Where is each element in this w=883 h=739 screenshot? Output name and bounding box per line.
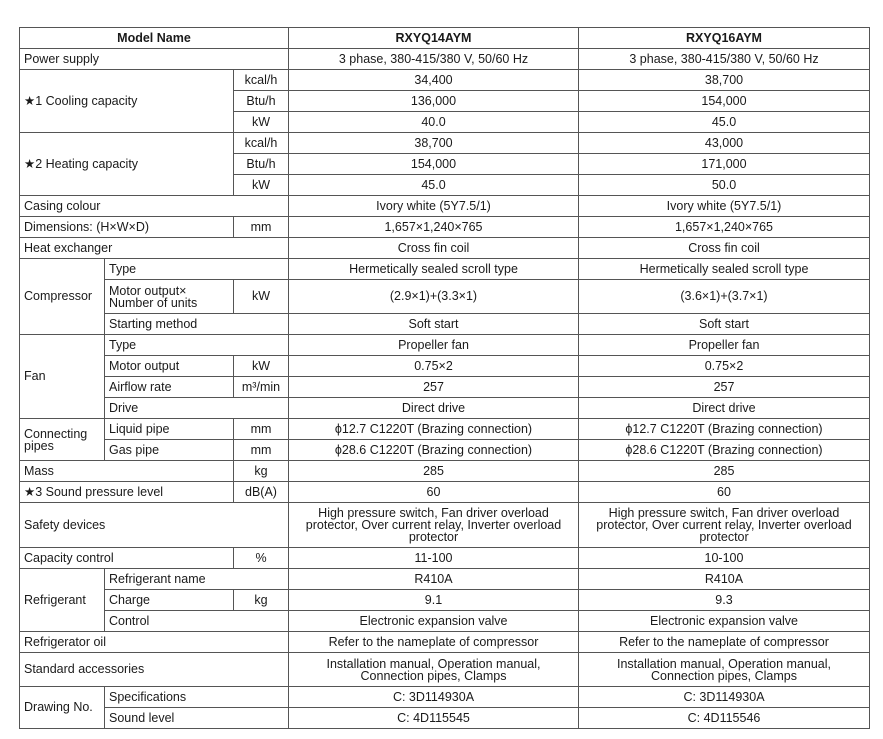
fan-row — [20, 377, 870, 398]
fan-drive-label: Drive — [105, 398, 289, 419]
fan-motor-label: Motor output — [105, 356, 234, 377]
mass-unit: kg — [234, 461, 289, 482]
drawing-spec-label: Specifications — [105, 687, 289, 708]
fan-row — [20, 398, 870, 419]
refrigerant-control-value-2: Electronic expansion valve — [579, 611, 870, 632]
compressor-type-value-2: Hermetically sealed scroll type — [579, 259, 870, 280]
compressor-label: Compressor — [20, 259, 105, 335]
refrigerant-charge-label: Charge — [105, 590, 234, 611]
cooling-kw-2: 45.0 — [579, 112, 870, 133]
gas-pipe-value-1: ϕ28.6 C1220T (Brazing connection) — [289, 440, 579, 461]
fan-type-label: Type — [105, 335, 289, 356]
heating-unit-kcal: kcal/h — [234, 133, 289, 154]
refrigerant-charge-unit: kg — [234, 590, 289, 611]
drawing-spec-value-2: C: 3D114930A — [579, 687, 870, 708]
fan-label: Fan — [20, 335, 105, 419]
mass-value-1: 285 — [289, 461, 579, 482]
capacity-control-value-1: 11-100 — [289, 548, 579, 569]
compressor-starting-value-1: Soft start — [289, 314, 579, 335]
cooling-unit-kcal: kcal/h — [234, 70, 289, 91]
pipes-row — [20, 440, 870, 461]
sound-value-2: 60 — [579, 482, 870, 503]
cooling-btu-2: 154,000 — [579, 91, 870, 112]
mass-value-2: 285 — [579, 461, 870, 482]
mass-label: Mass — [20, 461, 234, 482]
sound-row — [20, 482, 870, 503]
accessories-value-2: Installation manual, Operation manual, Connection pipes, Clamps — [579, 653, 870, 687]
fan-type-value-1: Propeller fan — [289, 335, 579, 356]
fan-row — [20, 335, 870, 356]
sound-value-1: 60 — [289, 482, 579, 503]
fan-airflow-unit: m³/min — [234, 377, 289, 398]
fan-airflow-value-2: 257 — [579, 377, 870, 398]
drawing-sound-label: Sound level — [105, 708, 289, 729]
fan-drive-value-1: Direct drive — [289, 398, 579, 419]
casing-value-1: Ivory white (5Y7.5/1) — [289, 196, 579, 217]
capacity-control-unit: % — [234, 548, 289, 569]
fan-type-value-2: Propeller fan — [579, 335, 870, 356]
power-supply-value-2: 3 phase, 380-415/380 V, 50/60 Hz — [579, 49, 870, 70]
capacity-control-row — [20, 548, 870, 569]
accessories-label: Standard accessories — [20, 653, 289, 687]
heating-kw-1: 45.0 — [289, 175, 579, 196]
cooling-kw-1: 40.0 — [289, 112, 579, 133]
cooling-capacity-label: ★1 Cooling capacity — [20, 70, 234, 133]
casing-value-2: Ivory white (5Y7.5/1) — [579, 196, 870, 217]
fan-row — [20, 356, 870, 377]
compressor-row — [20, 280, 870, 314]
cooling-unit-btu: Btu/h — [234, 91, 289, 112]
heat-exchanger-value-2: Cross fin coil — [579, 238, 870, 259]
connecting-pipes-label: Connecting pipes — [20, 419, 105, 461]
heating-btu-1: 154,000 — [289, 154, 579, 175]
sound-label: ★3 Sound pressure level — [20, 482, 234, 503]
accessories-value-1: Installation manual, Operation manual, Connection pipes, Clamps — [289, 653, 579, 687]
pipes-row — [20, 419, 870, 440]
heating-kcal-1: 38,700 — [289, 133, 579, 154]
drawing-sound-value-2: C: 4D115546 — [579, 708, 870, 729]
casing-row — [20, 196, 870, 217]
dimensions-label: Dimensions: (H×W×D) — [20, 217, 234, 238]
safety-label: Safety devices — [20, 503, 289, 548]
heating-kw-2: 50.0 — [579, 175, 870, 196]
compressor-starting-label: Starting method — [105, 314, 289, 335]
safety-value-2: High pressure switch, Fan driver overload protector, Over current relay, Inverter overload protector — [579, 503, 870, 548]
drawing-spec-value-1: C: 3D114930A — [289, 687, 579, 708]
dimensions-unit: mm — [234, 217, 289, 238]
liquid-pipe-label: Liquid pipe — [105, 419, 234, 440]
refrigerant-name-value-1: R410A — [289, 569, 579, 590]
refrigerant-row — [20, 611, 870, 632]
model-name-header: Model Name — [20, 28, 289, 49]
sound-unit: dB(A) — [234, 482, 289, 503]
refrigerant-charge-value-1: 9.1 — [289, 590, 579, 611]
oil-row — [20, 632, 870, 653]
power-supply-row — [20, 49, 870, 70]
accessories-row — [20, 653, 870, 687]
power-supply-value-1: 3 phase, 380-415/380 V, 50/60 Hz — [289, 49, 579, 70]
liquid-pipe-value-2: ϕ12.7 C1220T (Brazing connection) — [579, 419, 870, 440]
dimensions-value-1: 1,657×1,240×765 — [289, 217, 579, 238]
compressor-row — [20, 259, 870, 280]
refrigerant-name-label: Refrigerant name — [105, 569, 289, 590]
dimensions-value-2: 1,657×1,240×765 — [579, 217, 870, 238]
heating-unit-kw: kW — [234, 175, 289, 196]
fan-airflow-label: Airflow rate — [105, 377, 234, 398]
heating-unit-btu: Btu/h — [234, 154, 289, 175]
capacity-control-value-2: 10-100 — [579, 548, 870, 569]
heating-kcal-2: 43,000 — [579, 133, 870, 154]
heat-exchanger-row — [20, 238, 870, 259]
header-row — [20, 28, 870, 49]
compressor-type-label: Type — [105, 259, 289, 280]
power-supply-label: Power supply — [20, 49, 289, 70]
gas-pipe-label: Gas pipe — [105, 440, 234, 461]
safety-row — [20, 503, 870, 548]
cooling-row — [20, 70, 870, 91]
drawing-row — [20, 687, 870, 708]
refrigerant-name-value-2: R410A — [579, 569, 870, 590]
mass-row — [20, 461, 870, 482]
model-header-2: RXYQ16AYM — [579, 28, 870, 49]
heating-capacity-label: ★2 Heating capacity — [20, 133, 234, 196]
fan-drive-value-2: Direct drive — [579, 398, 870, 419]
heat-exchanger-value-1: Cross fin coil — [289, 238, 579, 259]
fan-motor-value-1: 0.75×2 — [289, 356, 579, 377]
drawing-row — [20, 708, 870, 729]
spec-table — [19, 27, 870, 729]
refrigerant-control-label: Control — [105, 611, 289, 632]
refrigerant-control-value-1: Electronic expansion valve — [289, 611, 579, 632]
compressor-motor-value-1: (2.9×1)+(3.3×1) — [289, 280, 579, 314]
fan-motor-unit: kW — [234, 356, 289, 377]
capacity-control-label: Capacity control — [20, 548, 234, 569]
dimensions-row — [20, 217, 870, 238]
heating-row — [20, 133, 870, 154]
liquid-pipe-unit: mm — [234, 419, 289, 440]
compressor-row — [20, 314, 870, 335]
compressor-motor-value-2: (3.6×1)+(3.7×1) — [579, 280, 870, 314]
cooling-btu-1: 136,000 — [289, 91, 579, 112]
safety-value-1: High pressure switch, Fan driver overload protector, Over current relay, Inverter overload protector — [289, 503, 579, 548]
compressor-motor-unit: kW — [234, 280, 289, 314]
heat-exchanger-label: Heat exchanger — [20, 238, 289, 259]
refrigerant-charge-value-2: 9.3 — [579, 590, 870, 611]
model-header-1: RXYQ14AYM — [289, 28, 579, 49]
drawing-label: Drawing No. — [20, 687, 105, 729]
compressor-motor-label: Motor output× Number of units — [105, 280, 234, 314]
casing-label: Casing colour — [20, 196, 289, 217]
fan-airflow-value-1: 257 — [289, 377, 579, 398]
compressor-type-value-1: Hermetically sealed scroll type — [289, 259, 579, 280]
gas-pipe-unit: mm — [234, 440, 289, 461]
refrigerant-row — [20, 569, 870, 590]
cooling-unit-kw: kW — [234, 112, 289, 133]
heating-btu-2: 171,000 — [579, 154, 870, 175]
fan-motor-value-2: 0.75×2 — [579, 356, 870, 377]
refrigerant-label: Refrigerant — [20, 569, 105, 632]
oil-value-1: Refer to the nameplate of compressor — [289, 632, 579, 653]
compressor-starting-value-2: Soft start — [579, 314, 870, 335]
liquid-pipe-value-1: ϕ12.7 C1220T (Brazing connection) — [289, 419, 579, 440]
cooling-kcal-1: 34,400 — [289, 70, 579, 91]
oil-value-2: Refer to the nameplate of compressor — [579, 632, 870, 653]
oil-label: Refrigerator oil — [20, 632, 289, 653]
drawing-sound-value-1: C: 4D115545 — [289, 708, 579, 729]
cooling-kcal-2: 38,700 — [579, 70, 870, 91]
refrigerant-row — [20, 590, 870, 611]
gas-pipe-value-2: ϕ28.6 C1220T (Brazing connection) — [579, 440, 870, 461]
